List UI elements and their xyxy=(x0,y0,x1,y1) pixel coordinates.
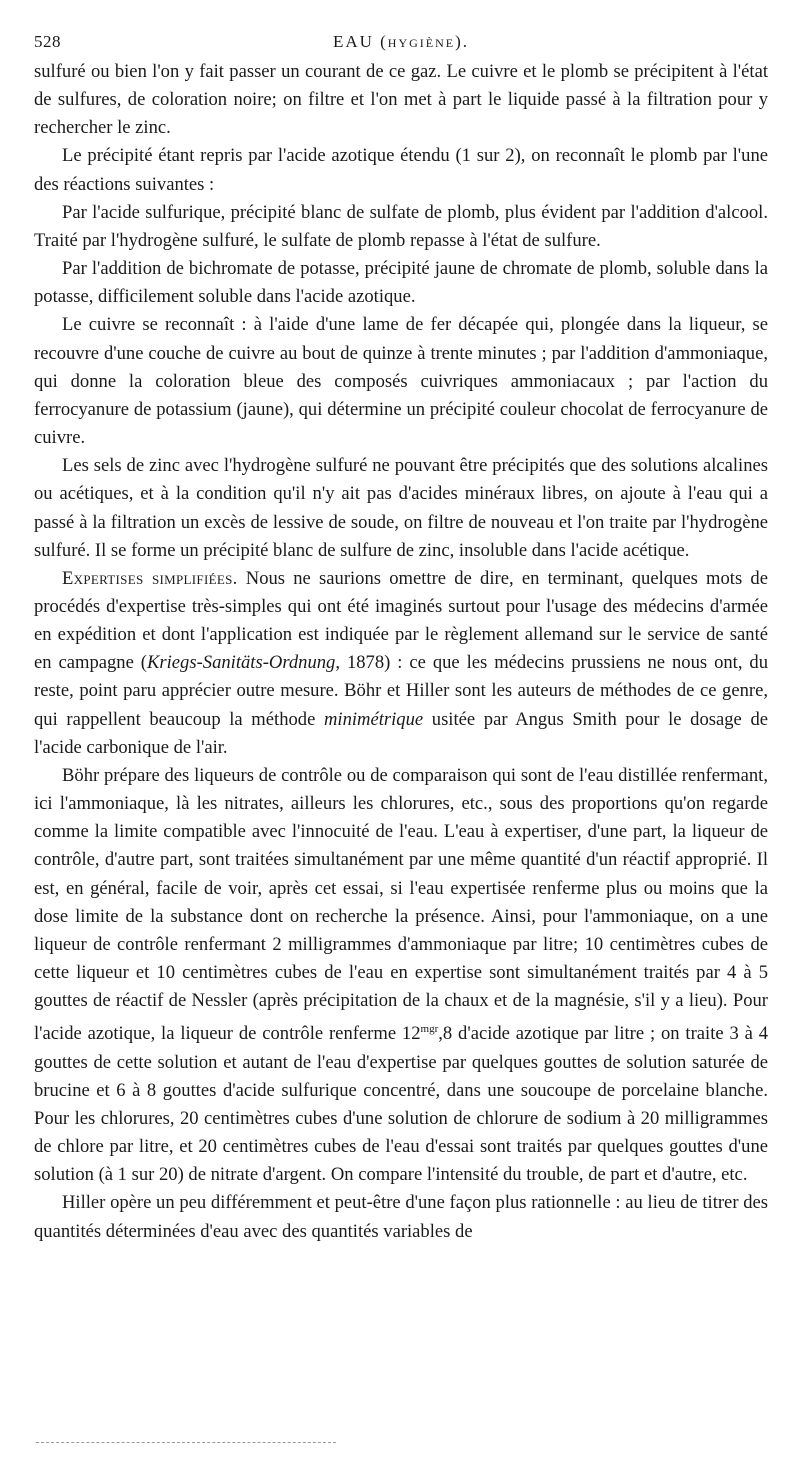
paragraph-copper: Le cuivre se reconnaît : à l'aide d'une lame de fer décapée qui, plongée dans la liqueur, se recouvre d'une couche de cuivre au bout de quinze à trente minutes ; par l'addition d'ammoniaque, qui donne la coloration bleue des composés cuivriques ammoniacaux ; par l'action du ferrocyanure de potassium (jaune), qui détermine un précipité couleur chocolat de ferrocyanure de cuivre. xyxy=(34,314,768,449)
paragraph-continuation: sulfuré ou bien l'on y fait passer un courant de ce gaz. Le cuivre et le plomb se précipitent à l'état de sulfures, de coloration noire; on filtre et l'on met à part le liquide passé à la filtration pour y rechercher le zinc. xyxy=(34,61,768,139)
bohr-text-2: ,8 d'acide azotique par litre ; on traite 3 à 4 gouttes de cette solution et autant de l'eau d'expertise par quelques gouttes de solution saturée de brucine et 6 à 8 gouttes d'acide sulfurique concentré, dans une soucoupe de porcelaine blanche. Pour les chlorures, 20 centimètres cubes d'une solution de chlorure de sodium à 20 milligrammes de chlore par litre, et 20 centimètres cubes de l'eau d'essai sont traités par quelques gouttes d'une solution (à 1 sur 20) de nitrate d'argent. On compare l'intensité du trouble, de part et d'autre, etc. xyxy=(34,1023,768,1186)
bohr-text-1: Böhr prépare des liqueurs de contrôle ou de comparaison qui sont de l'eau distillée renfermant, ici l'ammoniaque, là les nitrates, ailleurs les chlorures, etc., sous des proportions qu'on regarde comme la limite compatible avec l'innocuité de l'eau. L'eau à expertiser, d'une part, la liqueur de contrôle, d'autre part, sont traitées simultanément par une même quantité d'un réactif approprié. Il est, en général, facile de voir, après cet essai, si l'eau expertisée renferme plus ou moins que la dose limite de la substance dont on recherche la présence. Ainsi, pour l'ammoniaque, on a une liqueur de contrôle renfermant 2 milligrammes d'ammoniaque par litre; 10 centimètres cubes de cette liqueur et 10 centimètres cubes de l'eau en expertise sont simultanément traités par 4 à 5 gouttes de réactif de Nessler (après précipitation de la chaux et de la magnésie, s'il y a lieu). Pour l'acide azotique, la liqueur de contrôle renferme 12 xyxy=(34,764,768,1045)
paragraph-hiller: Hiller opère un peu différemment et peut-être d'une façon plus rationnelle : au lieu de titrer des quantités déterminées d'eau avec des quantités variables de xyxy=(34,1192,768,1242)
paragraph-sulfuric-acid: Par l'acide sulfurique, précipité blanc de sulfate de plomb, plus évident par l'addition d'alcool. Traité par l'hydrogène sulfuré, le sulfate de plomb repasse à l'état de sulfure. xyxy=(34,201,768,251)
method-name: minimétrique xyxy=(323,708,424,730)
expertises-text-2: , 1878) : ce que les médecins prussiens ne nous ont, du reste, point paru apprécier outre mesure. Böhr et Hiller sont les auteurs de méthodes de ce genre, qui rappellent beaucoup la méthode xyxy=(34,652,769,730)
paragraph-lead-precipitate: Le précipité étant repris par l'acide azotique étendu (1 sur 2), on reconnaît le plomb par l'une des réactions suivantes : xyxy=(34,145,768,195)
running-title-small: HYGIÈNE xyxy=(387,36,456,50)
citation-title: Kriegs-Sanitäts-Ordnung xyxy=(147,652,336,674)
running-title-main: EAU ( xyxy=(332,32,388,51)
document-page xyxy=(34,28,768,1246)
expertises-text-1: Nous ne saurions omettre de dire, en terminant, quelques mots de procédés d'expertise très-simples qui ont été imaginés surtout pour l'usage des médecins d'armée en expédition et dont l'application est indiquée par le règlement allemand sur le service de santé en campagne ( xyxy=(34,567,768,674)
body-text xyxy=(34,58,768,1246)
running-title-close: ). xyxy=(455,32,470,51)
footer-rule xyxy=(36,1442,336,1443)
paragraph-zinc: Les sels de zinc avec l'hydrogène sulfuré ne pouvant être précipités que des solutions alcalines ou acétiques, et à la condition qu'il n'y ait pas d'acides minéraux libres, on ajoute à l'eau qui a passé à la filtration un excès de lessive de soude, on filtre de nouveau et l'on traite par l'hydrogène sulfuré. Il se forme un précipité blanc de sulfure de zinc, insoluble dans l'acide acétique. xyxy=(34,455,768,561)
running-title xyxy=(34,32,768,52)
page-header xyxy=(34,28,768,58)
paragraph-expertises xyxy=(34,565,768,762)
paragraph-bohr xyxy=(34,762,768,1190)
expertises-text-3: usitée par Angus Smith pour le dosage de l'acide carbonique de l'air. xyxy=(34,708,768,758)
section-heading: Expertises simplifiées. xyxy=(62,567,238,589)
unit-superscript: mgr xyxy=(420,1023,439,1036)
page-number: 528 xyxy=(34,32,61,51)
paragraph-bichromate: Par l'addition de bichromate de potasse, précipité jaune de chromate de plomb, soluble dans la potasse, difficilement soluble dans l'acide azotique. xyxy=(34,258,768,308)
